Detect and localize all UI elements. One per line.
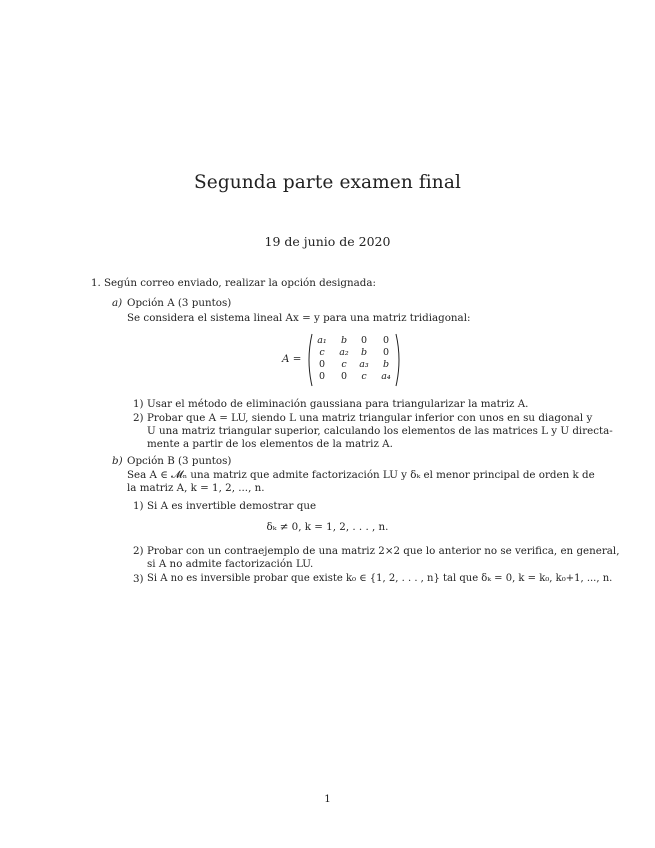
option-a-intro: Se considera el sistema lineal Ax = y para una matriz tridiagonal: bbox=[127, 312, 471, 324]
subitem-number: 1) bbox=[133, 398, 144, 410]
option-a-sub2-line1: Probar que A = LU, siendo L una matriz triangular inferior con unos en su diagonal y bbox=[147, 412, 593, 424]
option-b-intro-line1: Sea A ∈ 𝓜ₙ una matriz que admite factorización LU y δₖ el menor principal de orden k de bbox=[127, 469, 595, 481]
matrix-cell: c bbox=[341, 359, 347, 370]
matrix-cell: 0 bbox=[360, 335, 368, 346]
tridiagonal-matrix bbox=[282, 333, 410, 387]
matrix-cell: 0 bbox=[382, 335, 390, 346]
matrix-lhs: A = bbox=[282, 353, 302, 365]
matrix-cell: a₄ bbox=[381, 371, 391, 382]
matrix-cell: a₃ bbox=[359, 359, 369, 370]
subitem-number: 2) bbox=[133, 412, 144, 424]
subitem-number: 1) bbox=[133, 500, 144, 512]
option-a-sub2-line2: U una matriz triangular superior, calculando los elementos de las matrices L y U directa- bbox=[147, 425, 613, 437]
subitem-number: 3) bbox=[133, 573, 144, 585]
option-b-intro-line2: la matriz A, k = 1, 2, ..., n. bbox=[127, 482, 265, 494]
document-title: Segunda parte examen final bbox=[194, 172, 461, 193]
matrix-cell: c bbox=[361, 371, 367, 382]
matrix-cell: 0 bbox=[318, 359, 326, 370]
option-b-heading: Opción B (3 puntos) bbox=[127, 455, 232, 467]
right-paren-icon bbox=[395, 333, 403, 387]
matrix-cell: 0 bbox=[340, 371, 348, 382]
matrix-cell: b bbox=[340, 335, 348, 346]
subitem-number: 2) bbox=[133, 545, 144, 557]
option-b-sub1: Si A es invertible demostrar que bbox=[147, 500, 317, 512]
item-text: Según correo enviado, realizar la opción designada: bbox=[104, 277, 376, 289]
option-a-sub2-line3: mente a partir de los elementos de la matriz A. bbox=[147, 438, 393, 450]
left-paren-icon bbox=[305, 333, 313, 387]
matrix-cell: a₁ bbox=[317, 335, 327, 346]
matrix-cell: a₂ bbox=[339, 347, 349, 358]
option-a-heading: Opción A (3 puntos) bbox=[127, 297, 232, 309]
matrix-cell: 0 bbox=[318, 371, 326, 382]
matrix-cell: b bbox=[382, 359, 390, 370]
option-a-label: a) bbox=[112, 297, 123, 309]
option-b-sub2-line2: si A no admite factorización LU. bbox=[147, 558, 314, 570]
option-b-sub3: Si A no es inversible probar que existe k₀ ∈ {1, 2, . . . , n} tal que δₖ = 0, k = k₀, k₀+1, ..., n. bbox=[147, 573, 613, 584]
matrix-cell: c bbox=[319, 347, 325, 358]
display-equation: δₖ ≠ 0, k = 1, 2, . . . , n. bbox=[266, 521, 389, 533]
option-b-sub2-line1: Probar con un contraejemplo de una matriz 2×2 que lo anterior no se verifica, en general, bbox=[147, 545, 620, 557]
item-number: 1. bbox=[91, 277, 101, 289]
matrix-cell: 0 bbox=[382, 347, 390, 358]
page-number: 1 bbox=[324, 793, 331, 805]
document-date: 19 de junio de 2020 bbox=[264, 234, 391, 249]
option-b-label: b) bbox=[112, 455, 123, 467]
option-a-sub1: Usar el método de eliminación gaussiana para triangularizar la matriz A. bbox=[147, 398, 529, 410]
matrix-cell: b bbox=[360, 347, 368, 358]
